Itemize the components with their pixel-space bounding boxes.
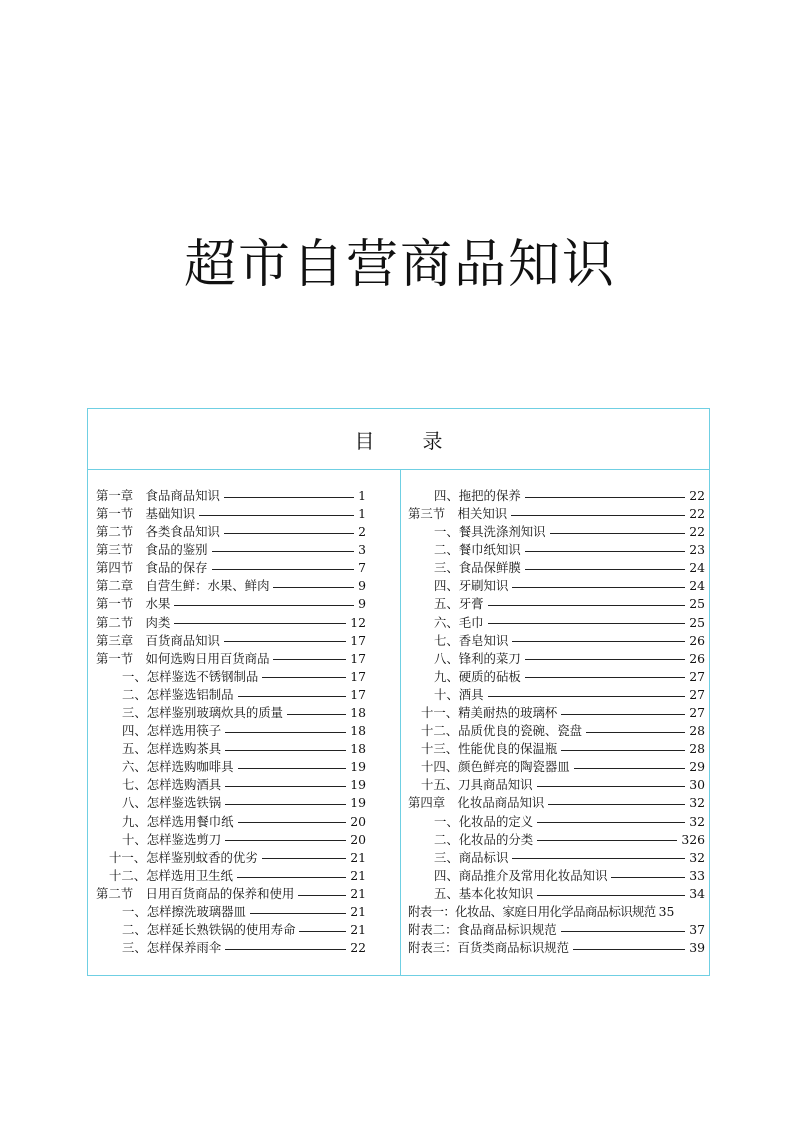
toc-entry[interactable] [408,650,705,668]
toc-entry[interactable] [96,704,366,722]
toc-entry-page: 27 [689,704,705,720]
toc-entry[interactable] [96,867,366,885]
toc-leader-line [225,750,346,751]
toc-entry-label: 第三节 相关知识 [408,505,508,521]
toc-entry-page: 20 [350,831,366,847]
toc-leader-line [573,949,685,950]
toc-entry[interactable] [408,505,705,523]
toc-entry[interactable] [408,921,705,939]
toc-entry-page: 3 [358,542,366,558]
toc-entry[interactable] [408,632,705,650]
toc-leader-line [238,696,347,697]
toc-entry-label: 十二、怎样选用卫生纸 [109,867,233,883]
toc-leader-line [238,768,347,769]
toc-entry-label: 一、怎样鉴选不锈钢制品 [122,668,259,684]
toc-entry[interactable] [96,849,366,867]
toc-entry[interactable] [408,686,705,704]
toc-entry-page: 326 [681,831,705,847]
toc-leader-line [561,750,685,751]
toc-entry[interactable] [408,939,705,957]
toc-leader-line [224,533,354,534]
toc-leader-line [611,877,685,878]
toc-entry-page: 2 [358,524,366,540]
toc-leader-line [511,515,685,516]
toc-entry[interactable] [408,885,705,903]
toc-entry[interactable] [96,559,366,577]
toc-entry[interactable] [96,668,366,686]
toc-leader-line [537,822,685,823]
toc-heading-char-2: 录 [422,428,443,453]
toc-entry-page: 17 [350,668,366,684]
toc-entry-page: 30 [689,777,705,793]
toc-entry-page: 35 [658,904,675,919]
toc-entry-label: 九、怎样选用餐巾纸 [122,813,234,829]
toc-entry[interactable] [96,885,366,903]
toc-entry-page: 17 [350,650,366,666]
toc-entry-label: 五、怎样选购茶具 [122,741,222,757]
toc-entry-page: 21 [350,922,366,938]
toc-entry[interactable] [96,632,366,650]
toc-entry-page: 1 [358,487,366,503]
toc-entry[interactable] [408,577,705,595]
toc-entry-page: 18 [350,741,366,757]
toc-leader-line [212,551,355,552]
toc-entry[interactable] [408,668,705,686]
toc-entry-page: 1 [358,505,366,521]
toc-leader-line [537,840,677,841]
toc-entry-page: 18 [350,704,366,720]
toc-entry-page: 26 [689,650,705,666]
toc-leader-line [224,497,354,498]
toc-entry-label: 六、毛巾 [434,614,484,630]
toc-leader-line [525,551,685,552]
toc-entry-label: 第二节 日用百货商品的保养和使用 [96,885,295,901]
toc-entry[interactable] [96,758,366,776]
toc-entry-label: 六、怎样选购咖啡具 [122,759,234,775]
toc-leader-line [273,587,354,588]
toc-entry-label: 三、食品保鲜膜 [434,560,521,576]
toc-entry-label: 八、怎样鉴选铁锅 [122,795,222,811]
toc-entry-label: 十、怎样鉴选剪刀 [122,831,222,847]
toc-entry[interactable] [408,867,705,885]
toc-entry-page: 19 [350,795,366,811]
toc-entry-label: 五、牙膏 [434,596,484,612]
toc-leader-line [225,804,346,805]
toc-entry[interactable] [96,596,366,614]
toc-leader-line [512,641,685,642]
toc-leader-line [512,858,685,859]
toc-body [88,470,709,975]
toc-entry[interactable] [96,686,366,704]
toc-entry-label: 四、拖把的保养 [434,487,521,503]
toc-entry[interactable] [408,740,705,758]
toc-entry[interactable] [96,650,366,668]
toc-leader-line [488,623,686,624]
toc-entry-label: 四、商品推介及常用化妆品知识 [434,867,608,883]
toc-leader-line [224,641,346,642]
toc-entry-label: 三、商品标识 [434,849,509,865]
toc-leader-line [225,949,346,950]
toc-entry-label: 三、怎样保养雨伞 [122,940,222,956]
toc-entry-label: 第二章 自营生鲜：水果、鲜肉 [96,578,270,594]
toc-entry[interactable] [408,614,705,632]
toc-leader-line [262,677,346,678]
toc-entry[interactable] [408,487,705,505]
toc-entry-label: 附表一：化妆品、家庭日用化学品商品标识规范 [408,904,656,919]
toc-entry-label: 五、基本化妆知识 [434,885,534,901]
toc-entry[interactable] [408,795,705,813]
toc-entry-page: 23 [689,542,705,558]
toc-leader-line [525,569,685,570]
toc-leader-line [525,497,685,498]
toc-leader-line [212,569,355,570]
toc-entry[interactable] [408,722,705,740]
toc-entry-label: 四、牙刷知识 [434,578,509,594]
toc-entry-page: 21 [350,867,366,883]
toc-entry-page: 29 [689,759,705,775]
toc-entry[interactable] [408,704,705,722]
toc-leader-line [488,696,686,697]
toc-entry-page: 28 [689,723,705,739]
toc-leader-line [561,714,685,715]
toc-entry-page: 33 [689,867,705,883]
toc-entry-page: 21 [350,904,366,919]
toc-entry-label: 二、化妆品的分类 [434,831,534,847]
toc-entry-label: 七、怎样选购酒具 [122,777,222,793]
toc-entry[interactable] [408,758,705,776]
toc-entry-page: 22 [689,505,705,521]
toc-entry-label: 第四节 食品的保存 [96,560,208,576]
toc-entry-page: 24 [689,560,705,576]
toc-entry[interactable] [408,559,705,577]
toc-entry-label: 第一节 基础知识 [96,505,196,521]
toc-entry[interactable] [96,577,366,595]
toc-entry-page: 18 [350,723,366,739]
toc-heading-char-1: 目 [354,428,375,453]
toc-leader-line [238,822,347,823]
toc-leader-line [237,877,346,878]
toc-heading [88,409,709,470]
toc-entry[interactable] [408,523,705,541]
toc-entry[interactable] [96,523,366,541]
toc-entry-label: 三、怎样鉴别玻璃炊具的质量 [122,704,284,720]
toc-entry-page: 22 [350,940,366,956]
toc-entry-page: 32 [689,813,705,829]
toc-entry-page: 39 [689,940,705,956]
toc-leader-line [225,732,346,733]
toc-entry-label: 第一章 食品商品知识 [96,487,220,503]
toc-entry[interactable] [408,849,705,867]
toc-entry-label: 第一节 水果 [96,596,171,612]
toc-leader-line [586,732,685,733]
toc-entry-label: 二、餐巾纸知识 [434,542,521,558]
toc-leader-line [250,913,346,914]
toc-entry[interactable] [96,903,366,921]
toc-leader-line [548,804,685,805]
toc-entry-label: 一、餐具洗涤剂知识 [434,524,546,540]
toc-entry[interactable] [96,921,366,939]
toc-entry-page: 27 [689,668,705,684]
toc-entry-page: 24 [689,578,705,594]
toc-entry-label: 一、怎样擦洗玻璃器皿 [122,904,246,919]
toc-entry-page: 25 [689,614,705,630]
toc-entry-label: 第二节 各类食品知识 [96,524,220,540]
toc-right-column [408,487,705,957]
toc-entry[interactable] [96,487,366,505]
toc-entry-page: 28 [689,741,705,757]
toc-leader-line [298,895,346,896]
toc-leader-line [550,533,686,534]
toc-entry-page: 20 [350,813,366,829]
toc-entry-page: 21 [350,885,366,901]
toc-entry[interactable] [96,795,366,813]
toc-entry-page: 26 [689,632,705,648]
toc-entry-label: 第三章 百货商品知识 [96,632,220,648]
toc-entry-label: 第二节 肉类 [96,614,171,630]
toc-entry-page: 22 [689,524,705,540]
toc-entry-label: 二、怎样延长熟铁锅的使用寿命 [122,922,296,938]
toc-leader-line [525,659,685,660]
toc-entry[interactable] [408,813,705,831]
toc-entry-page: 9 [358,596,366,612]
table-of-contents [87,408,710,976]
toc-entry-page: 32 [689,849,705,865]
toc-entry-page: 19 [350,759,366,775]
toc-leader-line [525,677,685,678]
toc-entry[interactable] [408,903,705,921]
toc-entry-page: 27 [689,686,705,702]
toc-entry-page: 17 [350,632,366,648]
toc-entry-label: 十、酒具 [434,686,484,702]
toc-leader-line [512,587,685,588]
toc-entry-page: 12 [350,614,366,630]
toc-left-column [96,487,366,957]
toc-entry-label: 第四章 化妆品商品知识 [408,795,545,811]
toc-leader-line [488,605,686,606]
toc-entry[interactable] [96,722,366,740]
toc-leader-line [262,858,347,859]
toc-entry-label: 十三、性能优良的保温瓶 [421,741,558,757]
toc-leader-line [537,786,686,787]
toc-leader-line [299,931,346,932]
toc-entry-label: 十一、精美耐热的玻璃杯 [421,704,558,720]
toc-entry-page: 34 [689,885,705,901]
toc-leader-line [225,840,346,841]
toc-entry[interactable] [408,541,705,559]
toc-entry-page: 32 [689,795,705,811]
toc-leader-line [574,768,686,769]
document-title: 超市自营商品知识 [183,235,616,295]
toc-entry[interactable] [96,614,366,632]
toc-leader-line [561,931,686,932]
toc-entry-page: 22 [689,487,705,503]
toc-entry-label: 附表三：百货类商品标识规范 [408,940,570,956]
toc-leader-line [225,786,346,787]
toc-entry-label: 十五、刀具商品知识 [421,777,533,793]
toc-entry-label: 第三节 食品的鉴别 [96,542,208,558]
toc-entry[interactable] [408,596,705,614]
toc-entry[interactable] [96,541,366,559]
toc-entry-label: 一、化妆品的定义 [434,813,534,829]
toc-entry-page: 9 [358,578,366,594]
toc-leader-line [537,895,685,896]
toc-entry-label: 第一节 如何选购日用百货商品 [96,650,270,666]
toc-leader-line [287,714,346,715]
toc-entry-page: 37 [689,922,705,938]
toc-leader-line [199,515,354,516]
toc-entry-label: 十一、怎样鉴别蚊香的优劣 [109,849,258,865]
toc-entry-page: 17 [350,686,366,702]
toc-entry[interactable] [96,505,366,523]
toc-entry[interactable] [96,813,366,831]
toc-leader-line [273,659,346,660]
toc-entry[interactable] [96,777,366,795]
toc-entry-page: 7 [358,560,366,576]
toc-entry-label: 附表二：食品商品标识规范 [408,922,557,938]
toc-entry-page: 25 [689,596,705,612]
toc-leader-line [174,605,354,606]
column-divider [400,470,401,975]
toc-entry-label: 十二、品质优良的瓷碗、瓷盘 [421,723,583,739]
toc-entry-page: 21 [350,849,366,865]
toc-entry[interactable] [408,831,705,849]
toc-leader-line [174,623,346,624]
toc-entry-label: 九、硬质的砧板 [434,668,521,684]
toc-entry-label: 二、怎样鉴选铝制品 [122,686,234,702]
toc-entry-label: 四、怎样选用筷子 [122,723,222,739]
toc-entry-label: 八、锋利的菜刀 [434,650,521,666]
toc-entry[interactable] [96,831,366,849]
toc-entry[interactable] [408,777,705,795]
toc-entry-label: 七、香皂知识 [434,632,509,648]
toc-entry-page: 19 [350,777,366,793]
toc-entry[interactable] [96,740,366,758]
toc-entry[interactable] [96,939,366,957]
toc-entry-label: 十四、颜色鲜亮的陶瓷器皿 [421,759,570,775]
